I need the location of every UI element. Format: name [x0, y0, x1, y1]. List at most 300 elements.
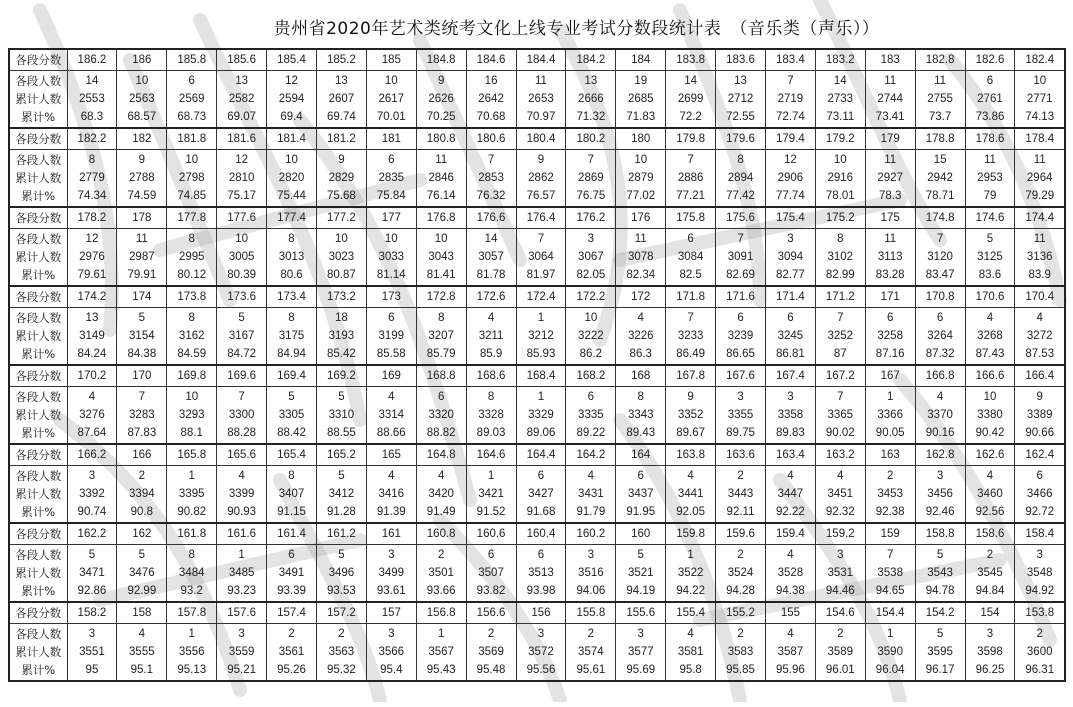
score-row	[9, 207, 1065, 229]
count-value: 4	[687, 628, 694, 640]
cumulative-count-label: 累计人数	[15, 487, 62, 501]
count-value: 8	[188, 549, 195, 561]
cumulative-count-value: 3416	[378, 488, 405, 500]
cumulative-count-value: 2820	[278, 172, 305, 184]
count-value: 3	[837, 549, 844, 561]
detail-cell	[1015, 624, 1065, 682]
score-cell: 157.2	[316, 602, 366, 624]
score-cell: 155.8	[566, 602, 616, 624]
detail-cell	[765, 545, 815, 603]
cumulative-count-value: 3569	[478, 646, 504, 658]
score-cell: 165.2	[316, 444, 366, 466]
count-value: 7	[687, 312, 694, 324]
cumulative-pct-value: 93.23	[227, 585, 256, 597]
detail-cell	[167, 150, 217, 208]
detail-cell	[666, 308, 716, 366]
cumulative-count-value: 3300	[228, 409, 255, 421]
detail-cell	[965, 387, 1015, 445]
score-cell: 165	[366, 444, 416, 466]
count-value: 6	[1036, 470, 1043, 482]
score-cell: 163.2	[815, 444, 865, 466]
cumulative-count-value: 2788	[129, 172, 155, 184]
score-label: 各段分数	[9, 602, 67, 624]
count-value: 2	[338, 628, 345, 640]
detail-cell	[716, 150, 766, 208]
count-value: 9	[687, 391, 694, 403]
cumulative-pct-value: 95.4	[380, 664, 403, 676]
count-value: 6	[886, 312, 894, 324]
cumulative-count-value: 3175	[278, 330, 305, 342]
cumulative-count-value: 3380	[977, 409, 1003, 421]
count-value: 2	[737, 628, 744, 640]
cumulative-pct-value: 71.32	[576, 111, 606, 123]
score-cell: 166.2	[67, 444, 117, 466]
detail-cell	[466, 466, 516, 524]
cumulative-count-value: 3548	[1026, 567, 1053, 579]
detail-cell	[1015, 150, 1065, 208]
count-label: 各段人数	[15, 390, 62, 404]
score-cell: 165.8	[167, 444, 217, 466]
detail-cell	[815, 624, 865, 682]
cumulative-pct-value: 91.68	[526, 506, 556, 518]
cumulative-count-value: 3456	[927, 488, 953, 500]
cumulative-pct-value: 83.9	[1028, 269, 1051, 281]
score-cell: 181.2	[316, 128, 366, 150]
cumulative-count-value: 2607	[328, 93, 355, 105]
cumulative-pct-value: 90.02	[825, 427, 855, 439]
cumulative-count-value: 3524	[727, 567, 754, 579]
cumulative-pct-value: 75.17	[227, 190, 256, 202]
cumulative-count-value: 3394	[129, 488, 155, 500]
cumulative-pct-value: 92.72	[1025, 506, 1055, 518]
cumulative-count-value: 3064	[528, 251, 554, 263]
cumulative-count-value: 3600	[1026, 646, 1053, 658]
cumulative-pct-value: 90.16	[925, 427, 955, 439]
cumulative-count-value: 3358	[777, 409, 804, 421]
cumulative-pct-value: 68.3	[80, 111, 104, 123]
count-value: 4	[1036, 312, 1043, 324]
cumulative-count-value: 3420	[428, 488, 454, 500]
cumulative-pct-value: 88.82	[426, 427, 456, 439]
cumulative-count-value: 3441	[677, 488, 704, 500]
score-cell: 161	[366, 523, 416, 545]
cumulative-count-value: 2642	[478, 93, 504, 105]
detail-labels	[9, 624, 67, 682]
cumulative-pct-value: 93.82	[476, 585, 506, 597]
detail-cell	[566, 150, 616, 208]
cumulative-pct-label: 累计%	[21, 505, 56, 519]
cumulative-count-value: 3084	[677, 251, 704, 263]
count-value: 3	[537, 628, 545, 640]
count-value: 12	[784, 154, 797, 166]
detail-cell	[666, 545, 716, 603]
cumulative-count-value: 2886	[677, 172, 704, 184]
score-cell: 182.6	[965, 49, 1015, 71]
score-cell: 153.8	[1015, 602, 1065, 624]
score-cell: 183.6	[716, 49, 766, 71]
score-cell: 184	[616, 49, 666, 71]
cumulative-count-value: 3451	[827, 488, 854, 500]
cumulative-count-value: 2582	[228, 93, 255, 105]
cumulative-count-value: 2916	[827, 172, 854, 184]
cumulative-count-value: 3484	[178, 567, 205, 579]
detail-cell	[416, 229, 466, 287]
cumulative-pct-value: 89.83	[776, 427, 805, 439]
cumulative-count-value: 3499	[378, 567, 405, 579]
cumulative-count-value: 3421	[478, 488, 504, 500]
score-cell: 167.4	[765, 365, 815, 387]
cumulative-pct-value: 91.95	[626, 506, 656, 518]
detail-labels	[9, 545, 67, 603]
cumulative-count-value: 2879	[627, 172, 654, 184]
detail-cell	[566, 229, 616, 287]
detail-cell	[416, 545, 466, 603]
count-label: 各段人数	[15, 548, 62, 562]
count-value: 14	[684, 75, 698, 87]
score-cell: 155	[765, 602, 815, 624]
count-value: 8	[288, 233, 295, 245]
score-cell: 161.8	[167, 523, 217, 545]
cumulative-count-value: 3574	[578, 646, 604, 658]
cumulative-pct-value: 74.34	[77, 190, 107, 202]
score-cell: 181.6	[217, 128, 267, 150]
score-cell: 172.2	[566, 286, 616, 308]
count-value: 2	[886, 470, 894, 482]
score-cell: 169.8	[167, 365, 217, 387]
score-cell: 176.6	[466, 207, 516, 229]
detail-cell	[516, 150, 566, 208]
detail-labels	[9, 466, 67, 524]
cumulative-pct-value: 88.66	[376, 427, 406, 439]
cumulative-count-value: 3577	[627, 646, 654, 658]
cumulative-pct-value: 91.28	[327, 506, 356, 518]
count-value: 7	[138, 391, 146, 403]
count-value: 9	[437, 75, 445, 87]
cumulative-pct-value: 72.55	[726, 111, 755, 123]
count-value: 1	[487, 470, 495, 482]
detail-cell	[666, 150, 716, 208]
score-cell: 177.2	[316, 207, 366, 229]
cumulative-pct-value: 83.28	[875, 269, 905, 281]
detail-labels	[9, 387, 67, 445]
detail-row	[9, 387, 1065, 445]
count-value: 6	[388, 154, 395, 166]
count-value: 3	[787, 233, 794, 245]
cumulative-count-value: 2942	[927, 172, 953, 184]
detail-cell	[815, 466, 865, 524]
count-value: 8	[437, 312, 445, 324]
cumulative-count-value: 3366	[877, 409, 903, 421]
score-cell: 159.4	[765, 523, 815, 545]
detail-cell	[965, 308, 1015, 366]
detail-cell	[167, 387, 217, 445]
score-cell: 159	[865, 523, 915, 545]
detail-row	[9, 308, 1065, 366]
detail-row	[9, 466, 1065, 524]
cumulative-count-value: 2779	[79, 172, 105, 184]
cumulative-count-value: 3199	[378, 330, 405, 342]
cumulative-count-value: 3589	[827, 646, 854, 658]
cumulative-pct-value: 72.74	[776, 111, 805, 123]
detail-cell	[915, 308, 965, 366]
count-value: 4	[388, 391, 395, 403]
cumulative-pct-value: 94.92	[1025, 585, 1055, 597]
count-value: 1	[886, 628, 894, 640]
cumulative-count-value: 3528	[777, 567, 804, 579]
score-cell: 155.4	[666, 602, 716, 624]
count-value: 11	[984, 154, 996, 166]
count-value: 14	[484, 233, 498, 245]
detail-cell	[815, 308, 865, 366]
score-cell: 178.8	[915, 128, 965, 150]
cumulative-pct-value: 74.85	[177, 190, 207, 202]
detail-cell	[316, 150, 366, 208]
cumulative-pct-value: 92.32	[825, 506, 855, 518]
score-cell: 174.8	[915, 207, 965, 229]
count-value: 2	[138, 470, 146, 482]
count-value: 9	[138, 154, 146, 166]
count-value: 10	[185, 154, 199, 166]
count-value: 10	[384, 75, 398, 87]
cumulative-count-label: 累计人数	[15, 329, 62, 343]
score-cell: 171.4	[765, 286, 815, 308]
cumulative-count-value: 3501	[428, 567, 454, 579]
count-label: 各段人数	[15, 627, 62, 641]
score-cell: 158.2	[67, 602, 117, 624]
cumulative-pct-value: 73.86	[975, 111, 1005, 123]
count-value: 8	[188, 312, 195, 324]
count-value: 4	[787, 470, 794, 482]
score-cell: 160.2	[566, 523, 616, 545]
cumulative-pct-value: 86.2	[579, 348, 603, 360]
detail-labels	[9, 150, 67, 208]
cumulative-pct-value: 69.4	[280, 111, 303, 123]
cumulative-pct-value: 89.06	[526, 427, 556, 439]
score-row	[9, 365, 1065, 387]
cumulative-pct-value: 95.21	[227, 664, 256, 676]
detail-cell	[67, 308, 117, 366]
score-cell: 172.6	[466, 286, 516, 308]
cumulative-pct-value: 90.8	[130, 506, 154, 518]
cumulative-pct-value: 79.91	[127, 269, 157, 281]
count-value: 1	[537, 312, 545, 324]
cumulative-count-value: 3471	[79, 567, 105, 579]
cumulative-pct-value: 85.93	[526, 348, 556, 360]
cumulative-pct-value: 74.59	[127, 190, 157, 202]
score-cell: 177	[366, 207, 416, 229]
cumulative-pct-value: 89.22	[576, 427, 606, 439]
count-value: 10	[185, 391, 199, 403]
count-value: 10	[833, 154, 847, 166]
count-value: 2	[986, 549, 994, 561]
cumulative-count-value: 3437	[627, 488, 654, 500]
detail-cell	[716, 229, 766, 287]
count-value: 13	[85, 312, 99, 324]
count-value: 5	[936, 628, 944, 640]
detail-cell	[416, 150, 466, 208]
cumulative-count-value: 3283	[129, 409, 155, 421]
cumulative-pct-value: 82.77	[776, 269, 805, 281]
cumulative-pct-value: 78.71	[925, 190, 955, 202]
score-cell: 160	[616, 523, 666, 545]
cumulative-count-value: 2569	[178, 93, 205, 105]
cumulative-pct-value: 77.21	[676, 190, 706, 202]
cumulative-count-value: 3491	[278, 567, 305, 579]
count-value: 8	[88, 154, 96, 166]
count-value: 6	[737, 312, 744, 324]
cumulative-pct-value: 85.42	[327, 348, 356, 360]
score-cell: 173	[366, 286, 416, 308]
cumulative-pct-value: 92.46	[925, 506, 955, 518]
cumulative-count-value: 3120	[927, 251, 953, 263]
cumulative-count-value: 2835	[378, 172, 405, 184]
count-value: 5	[338, 391, 345, 403]
count-value: 7	[537, 233, 545, 245]
detail-cell	[765, 71, 815, 129]
detail-cell	[516, 71, 566, 129]
count-value: 2	[737, 470, 744, 482]
detail-cell	[117, 150, 167, 208]
score-cell: 157.6	[217, 602, 267, 624]
cumulative-pct-value: 90.05	[875, 427, 905, 439]
score-cell: 158.6	[965, 523, 1015, 545]
cumulative-count-value: 3521	[627, 567, 654, 579]
detail-cell	[566, 387, 616, 445]
cumulative-count-value: 2798	[178, 172, 205, 184]
detail-cell	[217, 229, 267, 287]
cumulative-count-value: 3328	[478, 409, 504, 421]
score-cell: 163.8	[666, 444, 716, 466]
score-cell: 164.8	[416, 444, 466, 466]
cumulative-count-value: 3590	[877, 646, 903, 658]
count-value: 5	[338, 549, 345, 561]
detail-cell	[466, 545, 516, 603]
cumulative-pct-value: 81.97	[526, 269, 556, 281]
cumulative-pct-value: 87.64	[77, 427, 107, 439]
cumulative-pct-value: 90.66	[1025, 427, 1055, 439]
cumulative-count-value: 3563	[328, 646, 355, 658]
cumulative-count-value: 3207	[428, 330, 454, 342]
cumulative-pct-value: 86.3	[629, 348, 652, 360]
cumulative-count-value: 3395	[178, 488, 205, 500]
score-cell: 177.8	[167, 207, 217, 229]
cumulative-pct-value: 95.8	[679, 664, 702, 676]
cumulative-count-value: 3389	[1026, 409, 1053, 421]
count-value: 2	[837, 628, 844, 640]
count-value: 11	[884, 233, 897, 245]
score-cell: 159.8	[666, 523, 716, 545]
score-cell: 169.4	[267, 365, 317, 387]
detail-cell	[267, 466, 317, 524]
cumulative-pct-value: 90.82	[177, 506, 207, 518]
detail-cell	[915, 387, 965, 445]
cumulative-count-value: 3355	[727, 409, 754, 421]
score-cell: 185	[366, 49, 416, 71]
cumulative-pct-value: 91.79	[576, 506, 606, 518]
detail-cell	[316, 71, 366, 129]
cumulative-pct-label: 累计%	[21, 347, 56, 361]
detail-row	[9, 624, 1065, 682]
score-cell: 186.2	[67, 49, 117, 71]
count-value: 1	[537, 391, 545, 403]
score-label: 各段分数	[9, 128, 67, 150]
detail-cell	[865, 71, 915, 129]
cumulative-pct-value: 91.52	[476, 506, 506, 518]
count-label: 各段人数	[15, 232, 62, 246]
cumulative-count-value: 3598	[977, 646, 1003, 658]
cumulative-count-value: 3125	[977, 251, 1003, 263]
cumulative-pct-value: 72.2	[679, 111, 702, 123]
detail-cell	[616, 71, 666, 129]
cumulative-count-value: 3276	[79, 409, 105, 421]
score-cell: 170	[117, 365, 167, 387]
detail-cell	[915, 71, 965, 129]
score-cell: 178.6	[965, 128, 1015, 150]
cumulative-pct-value: 88.28	[227, 427, 256, 439]
count-value: 4	[986, 312, 994, 324]
cumulative-pct-value: 87	[833, 348, 847, 360]
cumulative-count-value: 3067	[578, 251, 604, 263]
count-value: 3	[388, 628, 395, 640]
score-cell: 156.6	[466, 602, 516, 624]
cumulative-count-value: 3043	[428, 251, 454, 263]
score-cell: 173.8	[167, 286, 217, 308]
detail-cell	[366, 150, 416, 208]
cumulative-count-value: 2810	[228, 172, 255, 184]
detail-cell	[716, 624, 766, 682]
count-value: 8	[288, 312, 295, 324]
cumulative-pct-value: 69.07	[227, 111, 256, 123]
detail-cell	[316, 229, 366, 287]
score-label: 各段分数	[9, 444, 67, 466]
score-cell: 164.6	[466, 444, 516, 466]
detail-cell	[616, 308, 666, 366]
count-value: 10	[434, 233, 448, 245]
cumulative-pct-value: 87.53	[1025, 348, 1055, 360]
count-value: 10	[584, 312, 598, 324]
score-cell: 157.4	[267, 602, 317, 624]
cumulative-count-value: 3453	[877, 488, 903, 500]
cumulative-pct-value: 74.13	[1025, 111, 1055, 123]
cumulative-pct-value: 89.67	[676, 427, 706, 439]
detail-cell	[67, 229, 117, 287]
count-value: 10	[384, 233, 398, 245]
count-value: 11	[884, 75, 897, 87]
cumulative-count-value: 3427	[528, 488, 554, 500]
score-cell: 171.8	[666, 286, 716, 308]
cumulative-count-value: 3091	[727, 251, 754, 263]
detail-cell	[915, 624, 965, 682]
score-cell: 178.2	[67, 207, 117, 229]
score-cell: 180.4	[516, 128, 566, 150]
count-value: 1	[188, 628, 195, 640]
cumulative-count-label: 累计人数	[15, 408, 62, 422]
score-cell: 176.4	[516, 207, 566, 229]
score-cell: 166.6	[965, 365, 1015, 387]
score-cell: 170.2	[67, 365, 117, 387]
count-value: 13	[335, 75, 348, 87]
cumulative-count-value: 3583	[727, 646, 754, 658]
cumulative-pct-value: 70.01	[376, 111, 406, 123]
count-value: 7	[837, 312, 844, 324]
score-cell: 158.4	[1015, 523, 1065, 545]
cumulative-pct-value: 78.3	[879, 190, 902, 202]
cumulative-count-value: 3136	[1026, 251, 1053, 263]
score-cell: 168.4	[516, 365, 566, 387]
cumulative-count-value: 3023	[328, 251, 355, 263]
detail-cell	[865, 387, 915, 445]
cumulative-pct-value: 89.75	[726, 427, 755, 439]
